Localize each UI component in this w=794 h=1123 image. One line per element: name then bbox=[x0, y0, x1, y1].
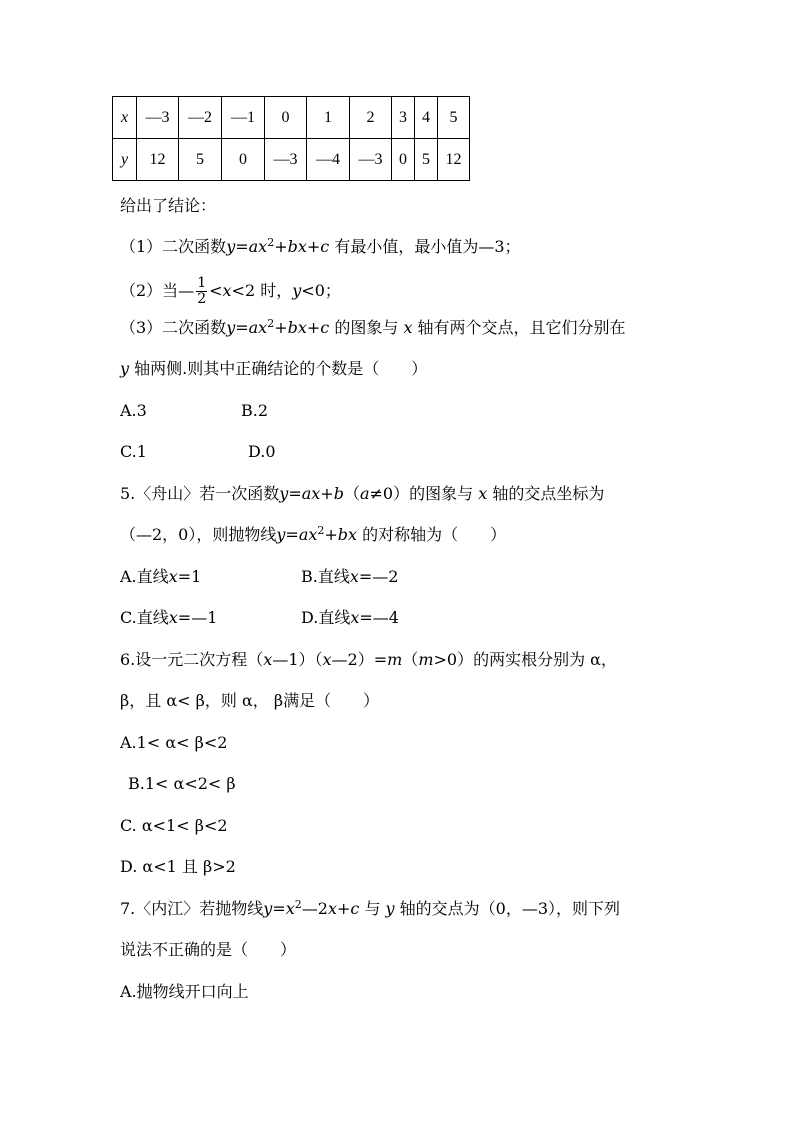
text-run: C.直线 bbox=[120, 608, 169, 627]
table-cell: y bbox=[113, 139, 137, 181]
table-cell: 5 bbox=[438, 97, 470, 139]
text-run: 有最小值，最小值为—3； bbox=[329, 237, 521, 256]
text-run: 7.〈内江〉若抛物线 bbox=[120, 899, 264, 918]
math-var: ax bbox=[301, 484, 321, 503]
text-run: + bbox=[324, 525, 338, 544]
text-run: 的图象与 bbox=[329, 318, 404, 337]
math-var: x bbox=[349, 567, 359, 586]
xy-values-table bbox=[112, 96, 470, 181]
q4-option-d: D.0 bbox=[248, 442, 276, 461]
exponent: 2 bbox=[267, 236, 275, 249]
math-var: x bbox=[350, 608, 360, 627]
math-var: c bbox=[350, 899, 360, 918]
q5-option-a bbox=[120, 567, 201, 587]
math-var: x bbox=[222, 281, 232, 300]
q4-option-b: B.2 bbox=[241, 401, 269, 420]
math-var: bx bbox=[287, 237, 307, 256]
math-var: x bbox=[322, 650, 332, 669]
text-run: + bbox=[274, 318, 288, 337]
text-run: =—1 bbox=[177, 608, 218, 627]
q6-option-a: A.1< α< β<2 bbox=[120, 733, 228, 752]
text-run: + bbox=[306, 237, 321, 256]
table-cell: 5 bbox=[179, 139, 222, 181]
q5-option-b bbox=[301, 567, 398, 587]
math-var: y bbox=[226, 237, 236, 256]
math-var: x bbox=[168, 567, 178, 586]
text-run: 轴两侧.则其中正确结论的个数是（ ） bbox=[129, 359, 428, 378]
math-var: x bbox=[327, 899, 337, 918]
text-run: =—2 bbox=[358, 567, 399, 586]
math-var: x bbox=[168, 608, 178, 627]
text-run: 的对称轴为（ ） bbox=[357, 525, 507, 544]
table-cell: 12 bbox=[137, 139, 179, 181]
table-row bbox=[113, 139, 470, 181]
math-var: x bbox=[263, 650, 273, 669]
q6-stem-line-2: β，且 α< β，则 α， β满足（ ） bbox=[120, 691, 380, 710]
text-run: B.直线 bbox=[301, 567, 350, 586]
table-cell: 0 bbox=[265, 97, 307, 139]
math-var: ax bbox=[248, 237, 268, 256]
math-var: y bbox=[263, 899, 273, 918]
fraction-denominator: 2 bbox=[197, 291, 207, 307]
text-run: = bbox=[235, 237, 249, 256]
text-run: （—2，0），则抛物线 bbox=[120, 525, 277, 544]
math-var: y bbox=[279, 484, 289, 503]
table-row bbox=[113, 97, 470, 139]
math-var: y bbox=[292, 281, 302, 300]
text-run: + bbox=[306, 318, 321, 337]
exponent: 2 bbox=[294, 898, 302, 911]
text-run: >0）的两实根分别为 α， bbox=[433, 650, 617, 669]
text-run: ≠0）的图象与 bbox=[369, 484, 479, 503]
math-var: bx bbox=[287, 318, 307, 337]
fraction bbox=[196, 276, 207, 307]
q4-option-c: C.1 bbox=[120, 442, 147, 461]
text-run: 轴的交点为（0，—3），则下列 bbox=[394, 899, 621, 918]
text-run: =—4 bbox=[359, 608, 399, 627]
text-run: D.直线 bbox=[301, 608, 351, 627]
math-var: m bbox=[418, 650, 434, 669]
q5-option-c bbox=[120, 608, 217, 628]
q5-stem-line-2 bbox=[120, 525, 506, 545]
conclusion-2 bbox=[120, 275, 341, 307]
text-run: （3）二次函数 bbox=[120, 318, 227, 337]
math-var: y bbox=[385, 899, 395, 918]
math-var: m bbox=[387, 650, 403, 669]
text-run: 轴的交点坐标为 bbox=[487, 484, 605, 503]
text-run: =1 bbox=[177, 567, 202, 586]
q5-option-d bbox=[301, 608, 399, 628]
math-var: x bbox=[403, 318, 413, 337]
conclusion-1 bbox=[120, 237, 521, 257]
text-run: —2 bbox=[301, 899, 328, 918]
table-cell: 1 bbox=[307, 97, 350, 139]
text-run: 5.〈舟山〉若一次函数 bbox=[120, 484, 280, 503]
math-var: y bbox=[120, 359, 130, 378]
math-var: c bbox=[320, 237, 330, 256]
text-run: （ bbox=[343, 484, 360, 503]
table-cell: 5 bbox=[415, 139, 438, 181]
text-run: （ bbox=[402, 650, 419, 669]
math-var: y bbox=[276, 525, 286, 544]
math-var: a bbox=[359, 484, 370, 503]
q7-option-a: A.抛物线开口向上 bbox=[120, 982, 249, 1001]
table-cell: —1 bbox=[222, 97, 265, 139]
math-var: b bbox=[333, 484, 344, 503]
table-cell: 3 bbox=[392, 97, 415, 139]
table-cell: —2 bbox=[179, 97, 222, 139]
text-run: 轴有两个交点，且它们分别在 bbox=[412, 318, 626, 337]
text-run: —1）（ bbox=[272, 650, 323, 669]
conclusion-3-cont bbox=[120, 359, 427, 379]
table-cell: —4 bbox=[307, 139, 350, 181]
q6-option-d: D. α<1 且 β>2 bbox=[120, 857, 236, 876]
text-run: = bbox=[272, 899, 286, 918]
text-run: + bbox=[274, 237, 288, 256]
q7-stem-line-2: 说法不正确的是（ ） bbox=[120, 940, 297, 959]
table-cell: —3 bbox=[137, 97, 179, 139]
conclusion-3 bbox=[120, 318, 626, 338]
math-var: ax bbox=[248, 318, 268, 337]
text-run: + bbox=[336, 899, 351, 918]
text-run: —2）= bbox=[331, 650, 388, 669]
text-run: <0； bbox=[301, 281, 341, 300]
q6-option-b: B.1< α<2< β bbox=[128, 774, 236, 793]
table-cell: —3 bbox=[350, 139, 392, 181]
q7-stem-line-1 bbox=[120, 899, 620, 919]
text-run: < bbox=[209, 281, 223, 300]
table-cell: 12 bbox=[438, 139, 470, 181]
math-var: y bbox=[226, 318, 236, 337]
math-var: ax bbox=[298, 525, 318, 544]
text-run: （2）当— bbox=[120, 281, 195, 300]
fraction-numerator: 1 bbox=[197, 275, 207, 291]
q4-option-a: A.3 bbox=[120, 401, 147, 420]
exponent: 2 bbox=[267, 317, 275, 330]
math-var: c bbox=[320, 318, 330, 337]
text-run: = bbox=[235, 318, 249, 337]
text-run: A.直线 bbox=[120, 567, 169, 586]
text-run: + bbox=[320, 484, 334, 503]
text-run: 与 bbox=[359, 899, 386, 918]
table-cell: 4 bbox=[415, 97, 438, 139]
text-run: <2 时， bbox=[231, 281, 293, 300]
math-var: bx bbox=[337, 525, 358, 544]
math-var: x bbox=[285, 899, 295, 918]
text-run: = bbox=[288, 484, 302, 503]
q6-stem-line-1 bbox=[120, 650, 617, 670]
text-run: = bbox=[285, 525, 299, 544]
conclusions-intro: 给出了结论： bbox=[120, 196, 217, 215]
table-cell: 2 bbox=[350, 97, 392, 139]
text-run: （1）二次函数 bbox=[120, 237, 227, 256]
table-cell: 0 bbox=[392, 139, 415, 181]
q5-stem-line-1 bbox=[120, 484, 604, 504]
math-var: x bbox=[478, 484, 488, 503]
table-cell: x bbox=[113, 97, 137, 139]
q6-option-c: C. α<1< β<2 bbox=[120, 816, 228, 835]
table-cell: 0 bbox=[222, 139, 265, 181]
text-run: 6.设一元二次方程（ bbox=[120, 650, 264, 669]
table-cell: —3 bbox=[265, 139, 307, 181]
exponent: 2 bbox=[317, 524, 325, 537]
